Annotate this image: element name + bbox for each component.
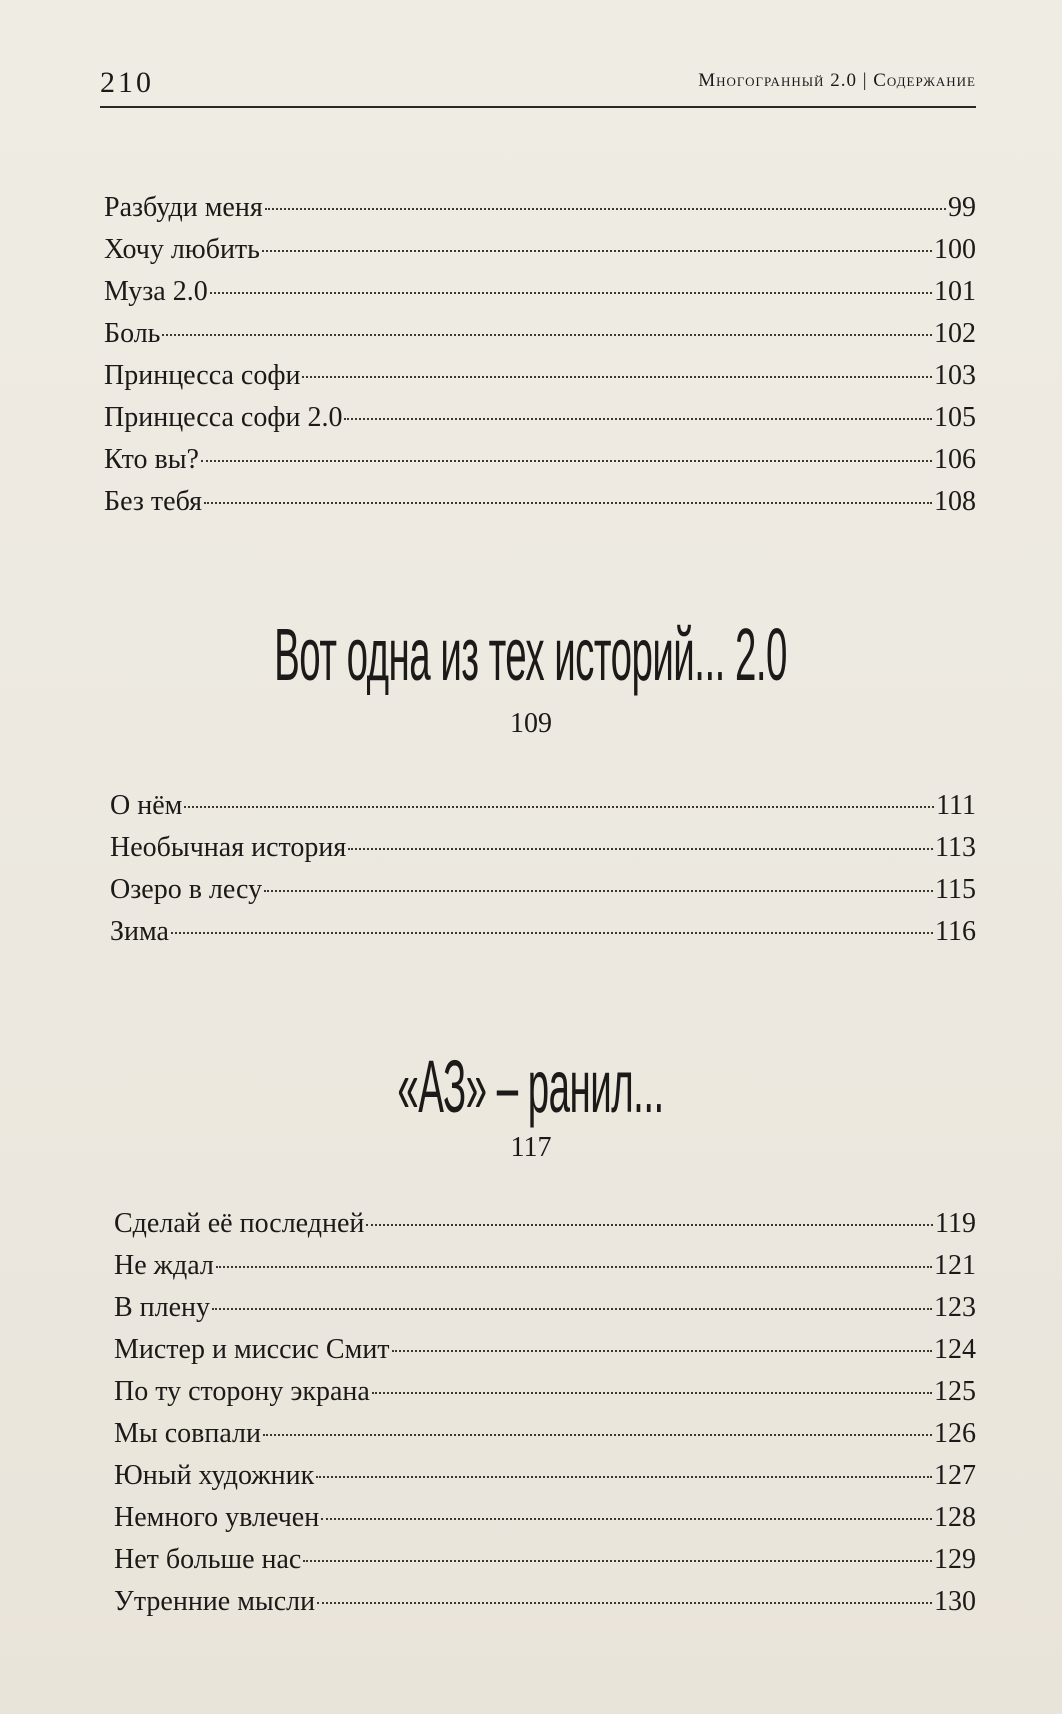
toc-entry-page: 121: [934, 1250, 976, 1281]
toc-entry[interactable]: [114, 1334, 976, 1376]
toc-entry-page: 111: [936, 790, 976, 821]
dot-leader: [265, 208, 946, 210]
toc-entry[interactable]: [110, 916, 976, 958]
dot-leader: [210, 292, 932, 294]
toc-entry-page: 100: [934, 234, 976, 265]
dot-leader: [366, 1224, 933, 1226]
toc-entry-page: 103: [934, 360, 976, 391]
dot-leader: [262, 250, 932, 252]
page-number: 210: [100, 66, 154, 99]
running-title: Многогранный 2.0 | Содержание: [698, 70, 976, 91]
toc-entry-title: Без тебя: [104, 486, 202, 517]
toc-entry[interactable]: [114, 1460, 976, 1502]
section-title: «АЗ» – ранил...: [397, 1045, 664, 1128]
toc-entry-page: 101: [934, 276, 976, 307]
toc-entry-title: В плену: [114, 1292, 211, 1323]
toc-entry-title: Немного увлечен: [114, 1502, 320, 1533]
toc-entry-page: 106: [934, 444, 976, 475]
dot-leader: [201, 460, 932, 462]
dot-leader: [184, 806, 934, 808]
toc-entry[interactable]: [114, 1376, 976, 1418]
toc-entry-title: Необычная история: [110, 832, 347, 863]
dot-leader: [372, 1392, 932, 1394]
toc-entry-title: Кто вы?: [104, 444, 199, 475]
toc-entry[interactable]: [114, 1502, 976, 1544]
toc-entry-page: 126: [934, 1418, 976, 1449]
section-title: Вот одна из тех историй... 2.0: [274, 613, 787, 696]
toc-entry[interactable]: [114, 1292, 976, 1334]
toc-entry-page: 113: [935, 832, 976, 863]
toc-list-section1: [110, 790, 976, 958]
toc-entry[interactable]: [114, 1544, 976, 1586]
dot-leader: [212, 1308, 932, 1310]
toc-entry-page: 116: [935, 916, 976, 947]
toc-entry[interactable]: [104, 486, 976, 528]
page-header: [100, 62, 976, 108]
toc-entry[interactable]: [110, 832, 976, 874]
toc-entry-page: 99: [948, 192, 976, 223]
toc-entry-page: 125: [934, 1376, 976, 1407]
toc-entry-title: По ту сторону экрана: [114, 1376, 370, 1407]
dot-leader: [316, 1476, 932, 1478]
toc-list-part1: [104, 192, 976, 528]
toc-entry-title: Зима: [110, 916, 169, 947]
dot-leader: [204, 502, 932, 504]
toc-entry-title: Сделай её последней: [114, 1208, 365, 1239]
toc-entry-page: 108: [934, 486, 976, 517]
toc-entry-title: Мы совпали: [114, 1418, 261, 1449]
dot-leader: [348, 848, 933, 850]
toc-entry-page: 115: [935, 874, 976, 905]
toc-entry-title: Разбуди меня: [104, 192, 263, 223]
toc-entry[interactable]: [104, 318, 976, 360]
toc-entry-title: Принцесса софи: [104, 360, 301, 391]
dot-leader: [171, 932, 933, 934]
toc-entry[interactable]: [104, 192, 976, 234]
toc-entry[interactable]: [104, 276, 976, 318]
dot-leader: [392, 1350, 932, 1352]
toc-entry[interactable]: [104, 444, 976, 486]
toc-entry[interactable]: [104, 360, 976, 402]
toc-entry-page: 123: [934, 1292, 976, 1323]
toc-entry[interactable]: [104, 234, 976, 276]
toc-entry-page: 129: [934, 1544, 976, 1575]
toc-entry-title: Юный художник: [114, 1460, 315, 1491]
toc-entry[interactable]: [114, 1418, 976, 1460]
toc-entry-page: 127: [934, 1460, 976, 1491]
dot-leader: [344, 418, 932, 420]
dot-leader: [317, 1602, 932, 1604]
dot-leader: [162, 334, 932, 336]
dot-leader: [303, 1560, 932, 1562]
dot-leader: [216, 1266, 932, 1268]
toc-entry-page: 102: [934, 318, 976, 349]
dot-leader: [302, 376, 932, 378]
dot-leader: [264, 890, 933, 892]
toc-entry[interactable]: [104, 402, 976, 444]
toc-entry[interactable]: [110, 874, 976, 916]
dot-leader: [321, 1518, 932, 1520]
toc-entry-title: Мистер и миссис Смит: [114, 1334, 390, 1365]
toc-entry-page: 130: [934, 1586, 976, 1617]
toc-entry-title: Нет больше нас: [114, 1544, 302, 1575]
toc-entry[interactable]: [114, 1586, 976, 1628]
toc-list-section2: [114, 1208, 976, 1628]
toc-entry-page: 124: [934, 1334, 976, 1365]
toc-entry-title: Хочу любить: [104, 234, 260, 265]
toc-entry-title: Озеро в лесу: [110, 874, 263, 905]
toc-entry-page: 128: [934, 1502, 976, 1533]
toc-entry-title: О нём: [110, 790, 183, 821]
dot-leader: [263, 1434, 932, 1436]
toc-entry-page: 105: [934, 402, 976, 433]
toc-entry[interactable]: [114, 1250, 976, 1292]
toc-entry-title: Не ждал: [114, 1250, 214, 1281]
section-page-number: 117: [510, 1132, 552, 1163]
toc-entry-title: Муза 2.0: [104, 276, 208, 307]
section-page-number: 109: [510, 708, 552, 739]
toc-entry-title: Боль: [104, 318, 161, 349]
toc-entry[interactable]: [110, 790, 976, 832]
toc-entry-page: 119: [935, 1208, 976, 1239]
toc-entry-title: Принцесса софи 2.0: [104, 402, 343, 433]
toc-entry-title: Утренние мысли: [114, 1586, 316, 1617]
toc-entry[interactable]: [114, 1208, 976, 1250]
